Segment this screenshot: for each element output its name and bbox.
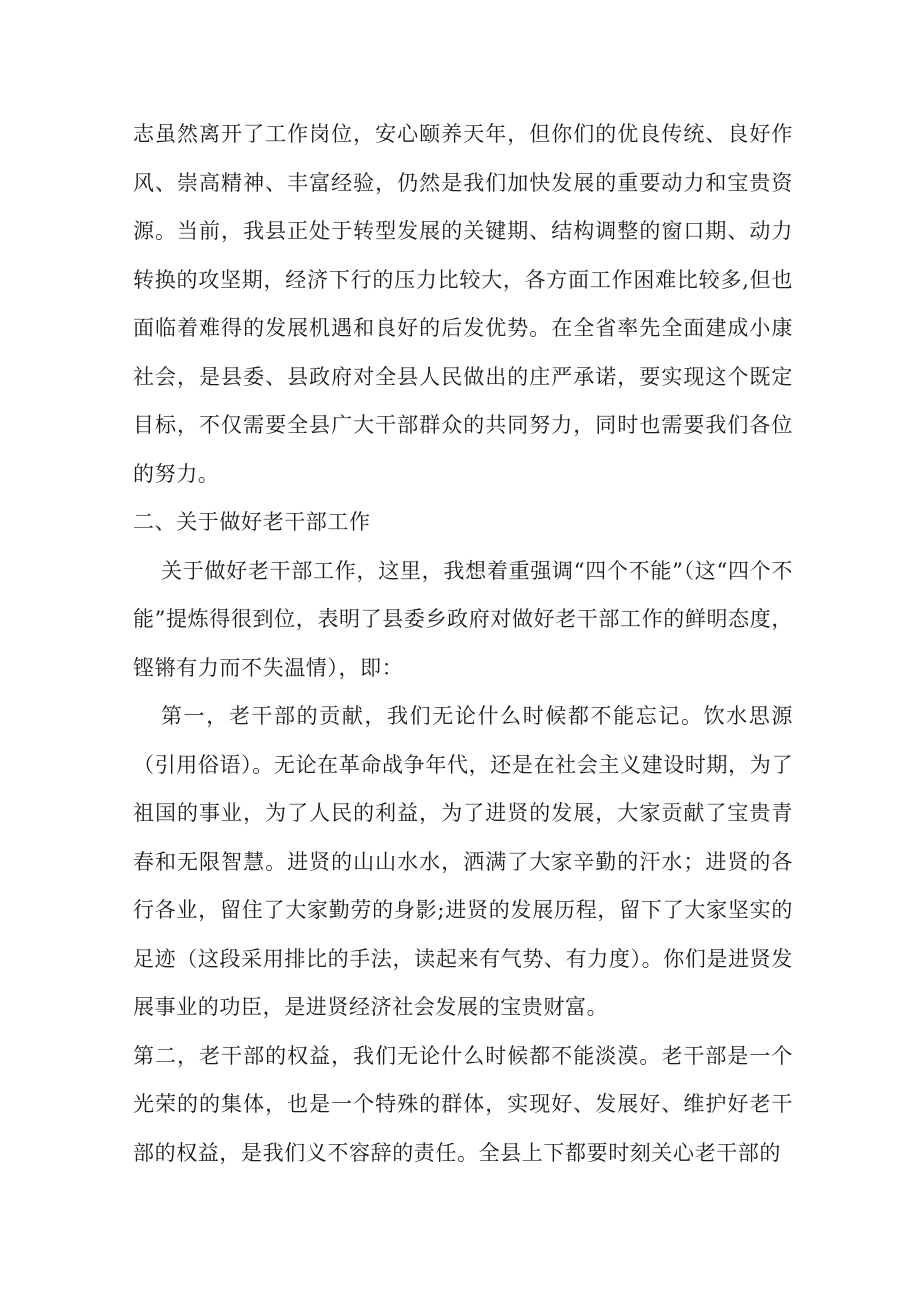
section-heading: 二、关于做好老干部工作 [133, 510, 371, 534]
paragraph-second-point: 第二，老干部的权益，我们无论什么时候都不能淡漠。老干部是一个光荣的的集体，也是一个特殊的群体，实现好、发展好、维护好老干部的权益，是我们义不容辞的责任。全县上下都要时刻关心老干部的 [133, 1043, 793, 1165]
document-body [133, 110, 793, 1177]
paragraph-first-point: 第一，老干部的贡献，我们无论什么时候都不能忘记。饮水思源（引用俗语）。无论在革命战争年代，还是在社会主义建设时期，为了祖国的事业，为了人民的利益，为了进贤的发展，大家贡献了宝贵青春和无限智慧。进贤的山山水水，洒满了大家辛勤的汗水；进贤的各行各业，留住了大家勤劳的身影;进贤的发展历程，留下了大家坚实的足迹（这段采用排比的手法，读起来有气势、有力度）。你们是进贤发展事业的功臣，是进贤经济社会发展的宝贵财富。 [133, 704, 793, 1019]
paragraph-four-cannots: 关于做好老干部工作，这里，我想着重强调“四个不能”（这“四个不能”提炼得很到位，表明了县委乡政府对做好老干部工作的鲜明态度，铿锵有力而不失温情），即： [133, 558, 793, 680]
paragraph-continuation: 志虽然离开了工作岗位，安心颐养天年，但你们的优良传统、良好作风、崇高精神、丰富经验，仍然是我们加快发展的重要动力和宝贵资源。当前，我县正处于转型发展的关键期、结构调整的窗口期、动力转换的攻坚期，经济下行的压力比较大，各方面工作困难比较多,但也面临着难得的发展机遇和良好的后发优势。在全省率先全面建成小康社会，是县委、县政府对全县人民做出的庄严承诺，要实现这个既定目标，不仅需要全县广大干部群众的共同努力，同时也需要我们各位的努力。 [133, 122, 793, 486]
